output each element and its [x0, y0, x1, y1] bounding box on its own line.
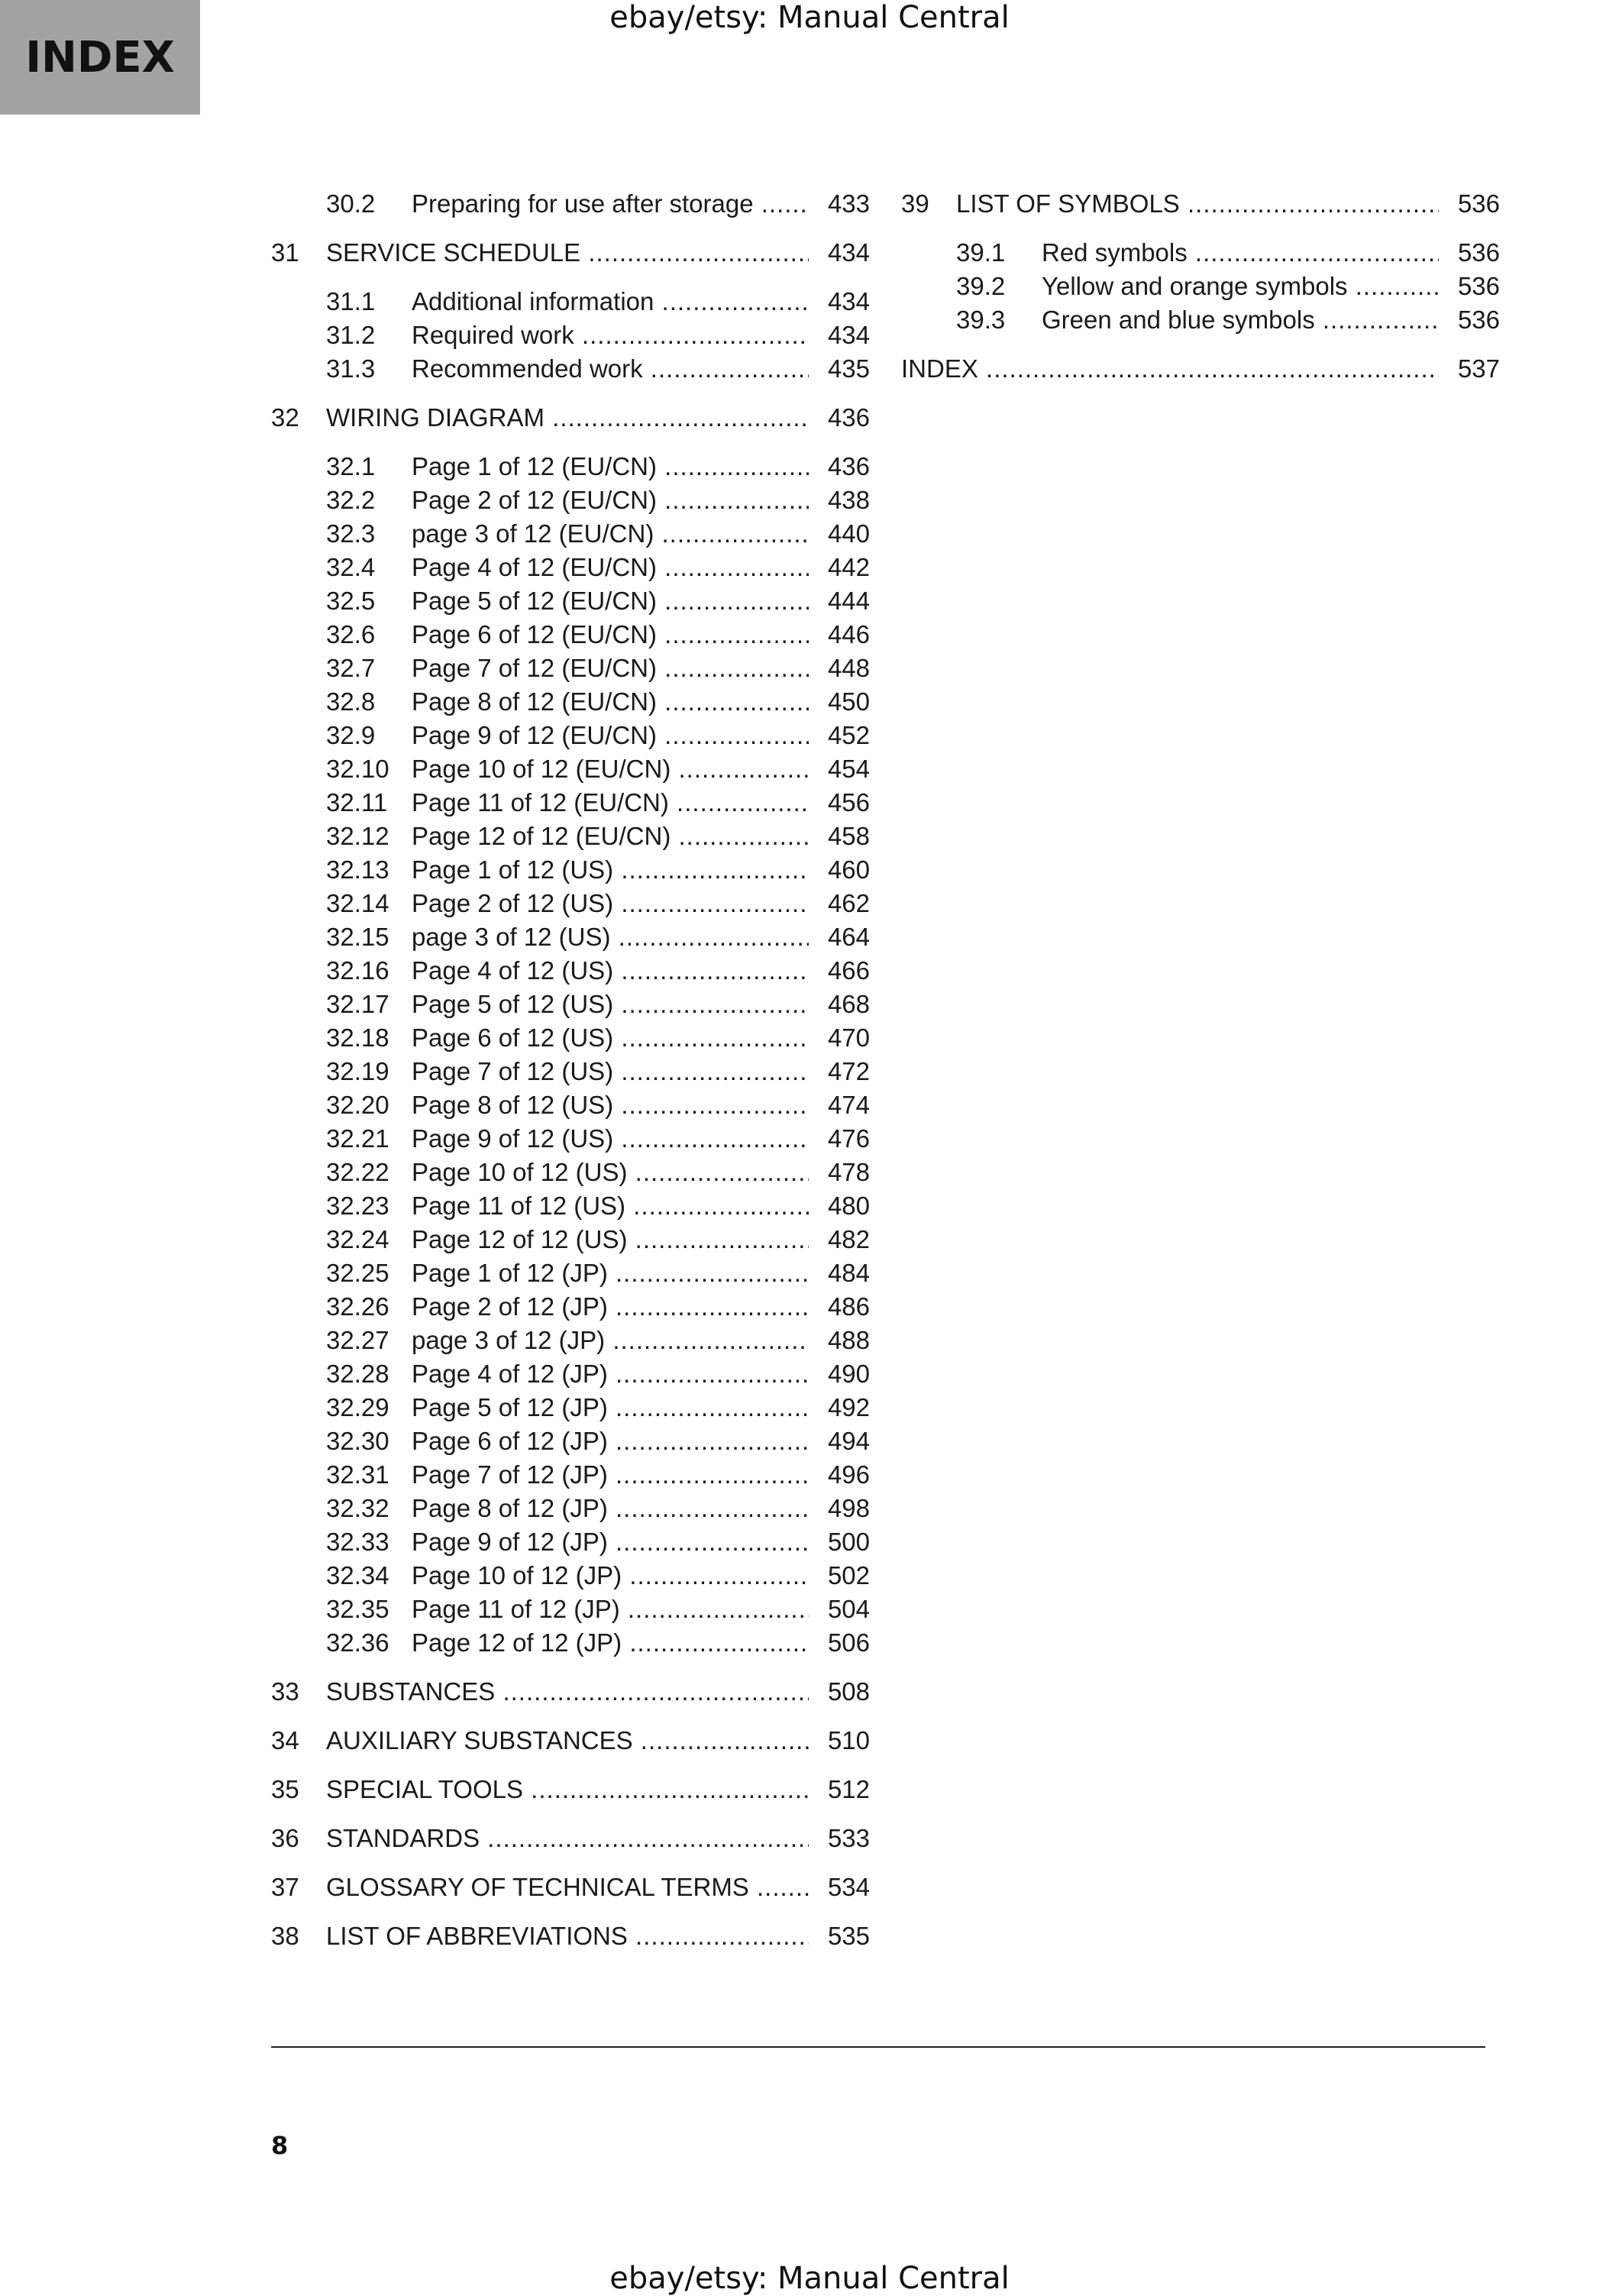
toc-entry-title: SPECIAL TOOLS .....: [326, 1773, 809, 1806]
toc-entry-number: 32.19: [326, 1057, 389, 1085]
toc-entry-title: INDEX .....: [901, 352, 1439, 386]
toc-entry-number: 32.29: [326, 1393, 389, 1421]
toc-subentry: [271, 1122, 870, 1156]
toc-subentry: [271, 887, 870, 920]
toc-subentry: [271, 1525, 870, 1559]
toc-entry-number: 31.1: [326, 287, 376, 315]
toc-entry-title: Required work .....: [412, 319, 809, 352]
toc-entry-page: 504: [827, 1595, 870, 1623]
toc-entry-title: STANDARDS .....: [326, 1822, 809, 1855]
toc-entry-number: 37: [271, 1873, 299, 1901]
toc-subentry: [271, 685, 870, 719]
toc-entry-number: 32.10: [326, 755, 389, 783]
toc-entry-number: 33: [271, 1677, 299, 1706]
toc-entry-page: 492: [827, 1393, 870, 1421]
toc-entry-number: 32: [271, 403, 299, 432]
toc-entry-number: 31: [271, 238, 299, 267]
toc-entry-title: Page 12 of 12 (JP) .....: [412, 1626, 809, 1660]
toc-entry-page: 454: [827, 755, 870, 783]
toc-entry-title: Page 9 of 12 (US) .....: [412, 1122, 809, 1156]
toc-entry-number: 32.2: [326, 486, 376, 514]
toc-subentry: [271, 954, 870, 988]
toc-entry-page: 468: [827, 990, 870, 1018]
toc-entry-title: page 3 of 12 (JP) .....: [412, 1324, 809, 1357]
toc-entry-number: 32.25: [326, 1259, 389, 1287]
toc-entry-title: LIST OF ABBREVIATIONS .....: [326, 1919, 809, 1953]
toc-entry-page: 466: [827, 956, 870, 985]
toc-entry-title: Page 4 of 12 (EU/CN) .....: [412, 551, 809, 584]
toc-entry-title: Green and blue symbols .....: [1042, 303, 1439, 337]
toc-subentry: [271, 517, 870, 551]
toc-entry-page: 476: [827, 1124, 870, 1153]
toc-entry-page: 478: [827, 1158, 870, 1186]
toc-entry-title: Page 7 of 12 (JP) .....: [412, 1458, 809, 1492]
toc-entry-number: 32.7: [326, 654, 376, 682]
toc-entry-page: 510: [827, 1726, 870, 1754]
toc-right-column: [901, 187, 1500, 386]
toc-subentry: [271, 988, 870, 1021]
toc-subentry: [271, 319, 870, 352]
toc-entry-number: 34: [271, 1726, 299, 1754]
footer-rule: [271, 2046, 1485, 2048]
toc-left-column: [271, 187, 870, 1953]
toc-entry-page: 536: [1457, 306, 1500, 334]
toc-entry-number: 32.34: [326, 1561, 389, 1589]
toc-entry-number: 32.31: [326, 1460, 389, 1489]
toc-entry-title: Page 8 of 12 (JP) .....: [412, 1492, 809, 1525]
toc-entry-page: 484: [827, 1259, 870, 1287]
toc-subentry: [901, 236, 1500, 270]
toc-subentry: [271, 752, 870, 786]
toc-chapter-entry: [271, 1871, 870, 1904]
toc-entry-page: 537: [1457, 354, 1500, 383]
toc-entry-title: Page 6 of 12 (EU/CN) .....: [412, 618, 809, 652]
toc-subentry: [271, 1357, 870, 1391]
toc-entry-title: Page 12 of 12 (EU/CN) .....: [412, 820, 809, 853]
toc-entry-page: 498: [827, 1494, 870, 1522]
toc-entry-number: 32.1: [326, 452, 376, 480]
toc-entry-number: 32.33: [326, 1528, 389, 1556]
toc-entry-title: Page 7 of 12 (EU/CN) .....: [412, 652, 809, 685]
toc-entry-number: 32.9: [326, 721, 376, 749]
toc-entry-number: 32.23: [326, 1192, 389, 1220]
toc-entry-number: 39.3: [956, 306, 1006, 334]
toc-entry-page: 534: [827, 1873, 870, 1901]
toc-entry-title: Page 10 of 12 (JP) .....: [412, 1559, 809, 1593]
toc-entry-title: Recommended work .....: [412, 352, 809, 386]
toc-subentry: [271, 584, 870, 618]
toc-subentry: [901, 303, 1500, 337]
toc-entry-title: WIRING DIAGRAM .....: [326, 401, 809, 435]
toc-entry-number: 39.1: [956, 238, 1006, 267]
toc-entry-title: Page 5 of 12 (JP) .....: [412, 1391, 809, 1424]
toc-subentry: [271, 1021, 870, 1055]
toc-entry-page: 456: [827, 788, 870, 817]
toc-entry-number: 38: [271, 1922, 299, 1950]
header-watermark: ebay/etsy: Manual Central: [609, 0, 1010, 35]
toc-entry-title: Page 12 of 12 (US) .....: [412, 1223, 809, 1256]
toc-entry-title: Page 9 of 12 (EU/CN) .....: [412, 719, 809, 752]
toc-subentry: [271, 450, 870, 483]
toc-entry-number: 32.8: [326, 687, 376, 716]
toc-entry-title: Page 9 of 12 (JP) .....: [412, 1525, 809, 1559]
toc-chapter-entry: [271, 1822, 870, 1855]
toc-entry-number: 32.21: [326, 1124, 389, 1153]
toc-entry-page: 458: [827, 822, 870, 850]
toc-subentry: [271, 352, 870, 386]
toc-entry-number: 31.2: [326, 321, 376, 349]
toc-entry-page: 536: [1457, 238, 1500, 267]
toc-entry-title: Page 1 of 12 (EU/CN) .....: [412, 450, 809, 483]
toc-entry-page: 506: [827, 1628, 870, 1657]
toc-entry-page: 435: [827, 354, 870, 383]
toc-chapter-entry: [271, 1773, 870, 1806]
toc-entry-number: 39.2: [956, 272, 1006, 300]
toc-entry-page: 480: [827, 1192, 870, 1220]
toc-subentry: [271, 551, 870, 584]
toc-entry-number: 32.35: [326, 1595, 389, 1623]
toc-chapter-entry: [271, 401, 870, 435]
toc-entry-title: Page 8 of 12 (US) .....: [412, 1088, 809, 1122]
toc-entry-page: 434: [827, 238, 870, 267]
toc-subentry: [271, 1256, 870, 1290]
toc-entry-page: 450: [827, 687, 870, 716]
toc-subentry: [271, 820, 870, 853]
toc-entry-page: 442: [827, 553, 870, 581]
toc-entry-title: Page 4 of 12 (JP) .....: [412, 1357, 809, 1391]
toc-entry-page: 446: [827, 620, 870, 648]
toc-entry-number: 32.16: [326, 956, 389, 985]
toc-entry-title: Page 1 of 12 (JP) .....: [412, 1256, 809, 1290]
toc-subentry: [271, 1391, 870, 1424]
toc-entry-page: 536: [1457, 189, 1500, 218]
toc-subentry: [271, 483, 870, 517]
toc-entry-title: Preparing for use after storage .....: [412, 187, 809, 221]
toc-entry-page: 464: [827, 923, 870, 951]
toc-entry-number: 32.11: [326, 788, 388, 817]
toc-subentry: [271, 618, 870, 652]
toc-entry-title: Page 2 of 12 (US) .....: [412, 887, 809, 920]
toc-subentry: [271, 920, 870, 954]
toc-entry-page: 482: [827, 1225, 870, 1253]
toc-entry-page: 486: [827, 1292, 870, 1321]
toc-subentry: [271, 1626, 870, 1660]
toc-entry-page: 438: [827, 486, 870, 514]
toc-entry-title: Page 2 of 12 (JP) .....: [412, 1290, 809, 1324]
toc-entry-number: 30.2: [326, 189, 376, 218]
toc-entry-title: Page 5 of 12 (EU/CN) .....: [412, 584, 809, 618]
toc-chapter-entry: [271, 1724, 870, 1758]
toc-entry-title: SUBSTANCES .....: [326, 1675, 809, 1709]
toc-entry-number: 31.3: [326, 354, 376, 383]
toc-subentry: [271, 1156, 870, 1189]
toc-entry-number: 39: [901, 189, 929, 218]
toc-entry-page: 488: [827, 1326, 870, 1354]
toc-entry-title: Page 6 of 12 (JP) .....: [412, 1424, 809, 1458]
toc-entry-title: Page 1 of 12 (US) .....: [412, 853, 809, 887]
toc-subentry: [271, 285, 870, 319]
toc-entry-title: SERVICE SCHEDULE .....: [326, 236, 809, 270]
toc-entry-page: 448: [827, 654, 870, 682]
toc-entry-page: 494: [827, 1427, 870, 1455]
section-tab-label: INDEX: [25, 32, 175, 82]
toc-entry-page: 436: [827, 403, 870, 432]
toc-entry-page: 512: [827, 1775, 870, 1803]
toc-subentry: [271, 1559, 870, 1593]
toc-entry-title: Additional information .....: [412, 285, 809, 319]
toc-entry-title: Page 8 of 12 (EU/CN) .....: [412, 685, 809, 719]
toc-subentry: [271, 187, 870, 221]
toc-entry-number: 32.24: [326, 1225, 389, 1253]
toc-chapter-entry: [271, 236, 870, 270]
toc-entry-number: 32.26: [326, 1292, 389, 1321]
toc-subentry: [271, 1055, 870, 1088]
toc-entry-number: 36: [271, 1824, 299, 1852]
toc-entry-number: 32.5: [326, 587, 376, 615]
toc-entry-number: 32.6: [326, 620, 376, 648]
toc-entry-page: 436: [827, 452, 870, 480]
toc-entry-number: 32.32: [326, 1494, 389, 1522]
toc-subentry: [271, 1492, 870, 1525]
toc-entry-page: 434: [827, 321, 870, 349]
toc-subentry: [271, 1424, 870, 1458]
toc-entry-title: LIST OF SYMBOLS .....: [956, 187, 1439, 221]
toc-entry-page: 444: [827, 587, 870, 615]
toc-subentry: [271, 719, 870, 752]
toc-entry-page: 472: [827, 1057, 870, 1085]
toc-entry-page: 460: [827, 855, 870, 884]
toc-entry-number: 32.36: [326, 1628, 389, 1657]
toc-subentry: [271, 1088, 870, 1122]
toc-chapter-entry: [271, 1675, 870, 1709]
toc-entry-number: 32.13: [326, 855, 389, 884]
toc-entry-page: 462: [827, 889, 870, 917]
toc-entry-number: 32.17: [326, 990, 389, 1018]
toc-entry-page: 508: [827, 1677, 870, 1706]
toc-entry-page: 502: [827, 1561, 870, 1589]
toc-entry-page: 535: [827, 1922, 870, 1950]
toc-entry-number: 32.22: [326, 1158, 389, 1186]
toc-subentry: [271, 1290, 870, 1324]
toc-subentry: [271, 652, 870, 685]
toc-entry-number: 32.12: [326, 822, 389, 850]
toc-entry-title: Page 2 of 12 (EU/CN) .....: [412, 483, 809, 517]
toc-entry-page: 533: [827, 1824, 870, 1852]
toc-entry-page: 452: [827, 721, 870, 749]
toc-chapter-entry: [901, 187, 1500, 221]
toc-entry-title: page 3 of 12 (EU/CN) .....: [412, 517, 809, 551]
toc-entry-page: 470: [827, 1023, 870, 1052]
toc-entry-title: Page 4 of 12 (US) .....: [412, 954, 809, 988]
toc-entry-number: 35: [271, 1775, 299, 1803]
toc-entry-page: 474: [827, 1091, 870, 1119]
toc-entry-number: 32.18: [326, 1023, 389, 1052]
toc-subentry: [271, 1223, 870, 1256]
toc-entry-title: Yellow and orange symbols .....: [1042, 270, 1439, 303]
toc-entry-number: 32.14: [326, 889, 389, 917]
toc-subentry: [901, 270, 1500, 303]
toc-entry-number: 32.3: [326, 519, 376, 548]
page-number: 8: [271, 2131, 289, 2160]
toc-entry-number: 32.30: [326, 1427, 389, 1455]
toc-subentry: [271, 1458, 870, 1492]
toc-entry-title: Page 10 of 12 (US) .....: [412, 1156, 809, 1189]
toc-entry-page: 433: [827, 189, 870, 218]
toc-entry-page: 500: [827, 1528, 870, 1556]
toc-subentry: [271, 786, 870, 820]
toc-entry-number: 32.15: [326, 923, 389, 951]
toc-entry-page: 536: [1457, 272, 1500, 300]
toc-entry-number: 32.20: [326, 1091, 389, 1119]
footer-watermark: ebay/etsy: Manual Central: [609, 2261, 1010, 2296]
toc-entry-title: Page 11 of 12 (US) .....: [412, 1189, 809, 1223]
toc-entry-title: GLOSSARY OF TECHNICAL TERMS .....: [326, 1871, 809, 1904]
toc-entry-title: Page 10 of 12 (EU/CN) .....: [412, 752, 809, 786]
toc-chapter-entry: [901, 352, 1500, 386]
toc-entry-title: Page 11 of 12 (JP) .....: [412, 1593, 809, 1626]
toc-entry-number: 32.28: [326, 1360, 389, 1388]
toc-entry-page: 496: [827, 1460, 870, 1489]
toc-entry-title: Page 7 of 12 (US) .....: [412, 1055, 809, 1088]
toc-subentry: [271, 853, 870, 887]
toc-entry-page: 490: [827, 1360, 870, 1388]
toc-entry-title: page 3 of 12 (US) .....: [412, 920, 809, 954]
toc-entry-title: Red symbols .....: [1042, 236, 1439, 270]
toc-entry-page: 434: [827, 287, 870, 315]
toc-entry-title: Page 6 of 12 (US) .....: [412, 1021, 809, 1055]
toc-entry-title: Page 11 of 12 (EU/CN) .....: [412, 786, 809, 820]
toc-entry-number: 32.27: [326, 1326, 389, 1354]
toc-subentry: [271, 1593, 870, 1626]
toc-subentry: [271, 1189, 870, 1223]
toc-subentry: [271, 1324, 870, 1357]
toc-chapter-entry: [271, 1919, 870, 1953]
toc-entry-title: Page 5 of 12 (US) .....: [412, 988, 809, 1021]
toc-entry-number: 32.4: [326, 553, 376, 581]
toc-entry-page: 440: [827, 519, 870, 548]
toc-entry-title: AUXILIARY SUBSTANCES .....: [326, 1724, 809, 1758]
